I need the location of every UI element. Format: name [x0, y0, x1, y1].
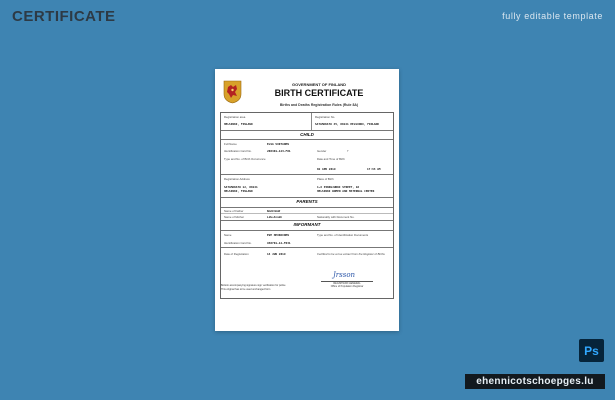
- child-section-heading: CHILD: [300, 132, 314, 137]
- date-of-registration-value: 14 JUN 2019: [267, 252, 286, 256]
- footer-line-2: This original has to be used unchanged form: [221, 287, 271, 291]
- registration-address-line-1: SATAMAKATU 12, 00141: [224, 185, 258, 189]
- place-of-birth-line-2: HELSINKI WOMEN AND MATERNAL CENTER: [317, 189, 375, 193]
- mother-name-label: Name of Mother: [224, 215, 245, 219]
- informant-id-label: Identification Card No.: [224, 241, 252, 245]
- registration-number-label: Registration No.: [315, 115, 336, 119]
- registrar-title: REGISTRAR GENERAL: [333, 282, 361, 285]
- informant-section-heading: INFORMANT: [293, 222, 321, 227]
- identification-label: Identification Card No.: [224, 149, 252, 153]
- certified-label: Certified to be a true extract from the Register of Births: [317, 252, 385, 256]
- footer-line-1: Bottom accompanying signature sign verification for police: [221, 284, 286, 287]
- watermark-badge: ehennicotschoepges.lu: [465, 374, 605, 389]
- informant-name-label: Name: [224, 233, 232, 237]
- footer-note: [221, 284, 285, 291]
- time-of-birth-value: 17:33 AM: [367, 167, 381, 171]
- registration-area-value: HELSINKI, FINLAND: [224, 122, 253, 126]
- father-name-value: Matti Nelli: [267, 209, 281, 213]
- page-subtitle: fully editable template: [502, 11, 603, 21]
- finland-coat-of-arms-icon: [223, 80, 242, 104]
- gender-label: Gender: [317, 149, 327, 153]
- certificate-table: [220, 112, 394, 299]
- registration-area-label: Registration area: [224, 115, 246, 119]
- date-of-birth-label: Date and Time of Birth: [317, 157, 345, 161]
- place-of-birth-label: Place of Birth: [317, 177, 334, 181]
- informant-name-value: EVE HEIKKINEN: [267, 233, 289, 237]
- full-name-label: Full Name: [224, 142, 237, 146]
- gender-value: F: [347, 149, 349, 153]
- registrar-office: Office of Population Registrar: [330, 285, 364, 288]
- government-heading: GOVERNMENT OF FINLAND: [292, 82, 346, 87]
- document-title: BIRTH CERTIFICATE: [274, 88, 364, 98]
- nationality-label: Nationality with Document No.: [317, 215, 355, 219]
- date-of-birth-value: 02 APR 2019: [317, 167, 336, 171]
- page-title: CERTIFICATE: [12, 8, 116, 25]
- place-of-birth-line-1: 1-6 PIKKUJUNKI STREET, 10: [317, 185, 360, 189]
- identification-value: 200401-123-F01: [267, 149, 291, 153]
- birth-certificate-document: [215, 69, 399, 331]
- identification-documents-label: Type and No. of Identification Documents: [317, 233, 369, 237]
- mother-name-value: Lilia Anniki: [267, 215, 282, 219]
- registrar-signature: Jrsson: [333, 271, 356, 279]
- document-subtitle: Births and Deaths Registration Rules (Rule 8A): [279, 103, 359, 107]
- type-of-birth-label: Type and No. of Birth Occurrence: [224, 157, 266, 161]
- registration-address-label: Registration Address: [224, 177, 250, 181]
- photoshop-icon-label: Ps: [584, 343, 599, 358]
- informant-id-value: 930701-12-F031: [267, 241, 291, 245]
- photoshop-icon: [579, 339, 604, 362]
- date-of-registration-label: Date of Registration: [224, 252, 249, 256]
- registrar-caption: [321, 282, 373, 288]
- father-name-label: Name of Father: [224, 209, 244, 213]
- parents-section-heading: PARENTS: [296, 199, 318, 204]
- registration-number-value: SATAMAKATU 45, 00141 HELSINKI, FINLAND: [315, 122, 379, 126]
- registration-address-line-2: HELSINKI, FINLAND: [224, 189, 253, 193]
- full-name-value: ELSA VIRTANEN: [267, 142, 289, 146]
